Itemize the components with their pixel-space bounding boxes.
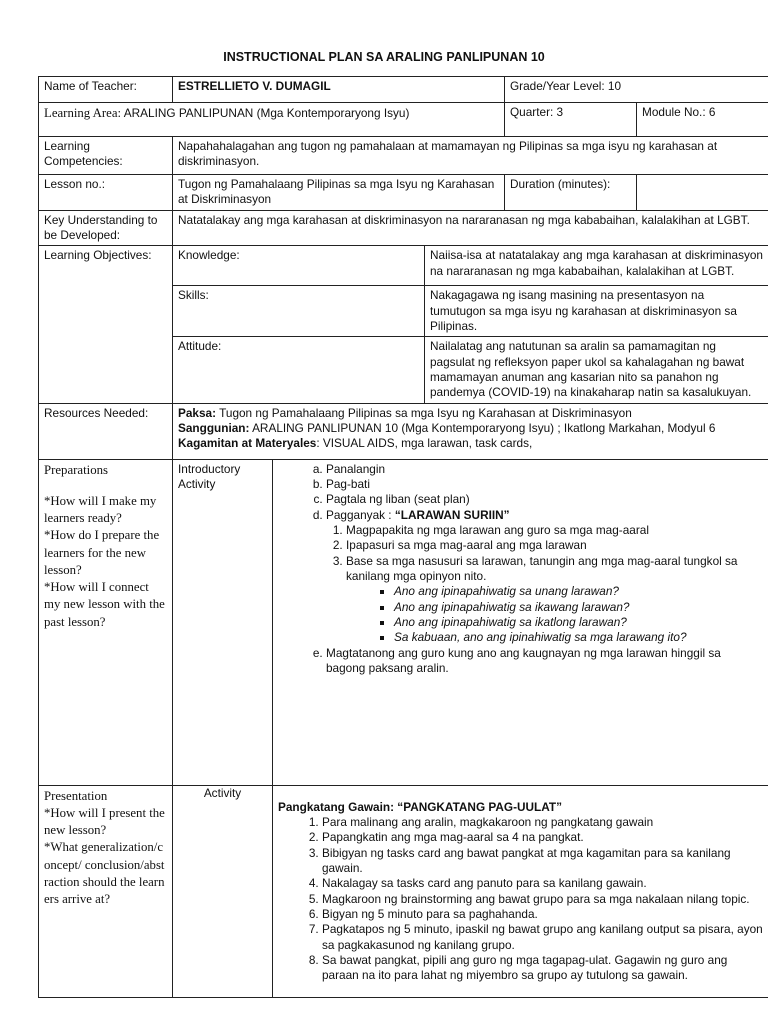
activity-content <box>273 785 768 997</box>
preparations-cell <box>39 459 173 785</box>
presentation-question-generalization: *What generalization/concept/ conclusion/abstraction should the learners arrive at? <box>44 840 165 907</box>
paksa-label: Paksa: <box>178 405 217 420</box>
list-item: 8. Sa bawat pangkat, pipili ang guro ng mga tagapag-ulat. Gagawin ng guro ang paraan na ito para lahat ng miyembro sa grupo ay tutulong sa gawain. <box>322 953 763 984</box>
introductory-activity-content <box>273 459 768 785</box>
lesson-label: Lesson no.: <box>39 175 173 211</box>
key-understanding-value: Natatalakay ang mga karahasan at diskriminasyon na nararanasan ng mga kababaihan, kalalakihan at LGBT. <box>173 210 768 246</box>
module-no: Module No.: 6 <box>637 103 768 137</box>
grade-level: Grade/Year Level: 10 <box>505 77 768 103</box>
attitude-value: Nailalatag ang natutunan sa aralin sa pamamagitan ng pagsulat ng refleksyon paper ukol sa kahalagahan ng bawat mamamayan anuman ang kasarian nito sa panahon ng pandemya (COVID-19) na kinakaharap natin sa kasalukuyan. <box>425 337 768 403</box>
kagamitan-value: : VISUAL AIDS, mga larawan, task cards, <box>316 436 533 451</box>
preparations-question-prepare: *How do I prepare the learners for the new lesson? <box>44 528 160 577</box>
list-item: 2. Ipapasuri sa mga mag-aaral ang mga larawan <box>346 538 763 553</box>
list-item: ▪ Ano ang ipinapahiwatig sa unang larawan? <box>394 584 763 599</box>
objectives-label: Learning Objectives: <box>39 246 173 403</box>
skills-value: Nakagagawa ng isang masining na presentasyon na tumutugon sa mga isyu ng karahasan at diskriminasyon sa Pilipinas. <box>425 286 768 337</box>
paksa-value: Tugon ng Pamahalaang Pilipinas sa mga Isyu ng Karahasan at Diskriminasyon <box>216 405 632 420</box>
instructional-plan-table <box>38 76 768 998</box>
presentation-title: Presentation <box>44 788 108 803</box>
duration-value <box>637 175 768 211</box>
knowledge-label: Knowledge: <box>173 246 425 286</box>
pagganyak-steps <box>326 523 763 646</box>
list-item: 6. Bigyan ng 5 minuto para sa paghahanda. <box>322 907 763 922</box>
preparations-title: Preparations <box>44 462 108 477</box>
list-item: b. Pag-bati <box>326 477 763 492</box>
key-understanding-label: Key Understanding to be Developed: <box>39 210 173 246</box>
page-title: INSTRUCTIONAL PLAN SA ARALING PANLIPUNAN 10 <box>223 50 545 64</box>
list-item: ▪ Ano ang ipinapahiwatig sa ikatlong larawan? <box>394 615 763 630</box>
pagganyak-title: “LARAWAN SURIIN” <box>394 507 510 522</box>
list-item: ▪ Sa kabuaan, ano ang ipinahiwatig sa mga larawang ito? <box>394 630 763 645</box>
skills-label: Skills: <box>173 286 425 337</box>
learning-area-label: Learning Area: <box>44 106 122 120</box>
learning-area-value: ARALING PANLIPUNAN (Mga Kontemporaryong Isyu) <box>123 106 410 120</box>
introductory-list <box>278 462 763 677</box>
resources-label: Resources Needed: <box>39 403 173 459</box>
list-item: 1. Magpapakita ng mga larawan ang guro sa mga mag-aaral <box>346 523 763 538</box>
list-item <box>346 554 763 646</box>
competencies-label: Learning Competencies: <box>39 137 173 175</box>
activity-heading: Pangkatang Gawain: “PANGKATANG PAG-UULAT” <box>278 799 563 814</box>
teacher-label: Name of Teacher: <box>39 77 173 103</box>
duration-label: Duration (minutes): <box>505 175 637 211</box>
guide-questions <box>346 584 763 645</box>
activity-steps <box>278 815 763 984</box>
presentation-cell <box>39 785 173 997</box>
list-item: a. Panalangin <box>326 462 763 477</box>
list-item: 5. Magkaroon ng brainstorming ang bawat grupo para sa mga nakalaan nilang topic. <box>322 892 763 907</box>
kagamitan-line <box>178 436 763 451</box>
sanggunian-value: ARALING PANLIPUNAN 10 (Mga Kontemporaryong Isyu) ; Ikatlong Markahan, Modyul 6 <box>249 420 716 435</box>
learning-area-cell <box>39 103 505 137</box>
competencies-value: Napahahalagahan ang tugon ng pamahalaan at mamamayan ng Pilipinas sa mga isyu ng karahasan at diskriminasyon. <box>173 137 768 175</box>
teacher-value: ESTRELLIETO V. DUMAGIL <box>173 77 505 103</box>
sanggunian-line <box>178 421 763 436</box>
list-item: c. Pagtala ng liban (seat plan) <box>326 492 763 507</box>
paksa-line <box>178 406 763 421</box>
activity-label: Activity <box>173 785 273 997</box>
pagganyak-prefix: Pagganyak : <box>326 507 395 522</box>
list-item: e. Magtatanong ang guro kung ano ang kaugnayan ng mga larawan hinggil sa bagong paksang aralin. <box>326 646 763 677</box>
lesson-value: Tugon ng Pamahalaang Pilipinas sa mga Isyu ng Karahasan at Diskriminasyon <box>173 175 505 211</box>
step-text: Base sa mga nasusuri sa larawan, tanungin ang mga mag-aaral tungkol sa kanilang mga opinyon nito. <box>346 553 738 583</box>
list-item: 2. Papangkatin ang mga mag-aaral sa 4 na pangkat. <box>322 830 763 845</box>
introductory-activity-label: Introductory Activity <box>173 459 273 785</box>
presentation-question-present: *How will I present the new lesson? <box>44 805 165 838</box>
preparations-question-ready: *How will I make my learners ready? <box>44 493 157 526</box>
knowledge-value: Naiisa-isa at natatalakay ang mga karahasan at diskriminasyon na nararanasan ng mga kababaihan, kalalakihan at LGBT. <box>425 246 768 286</box>
preparations-question-connect: *How will I connect my new lesson with the past lesson? <box>44 580 165 629</box>
kagamitan-label: Kagamitan at Materyales <box>178 436 317 451</box>
list-item: ▪ Ano ang ipinapahiwatig sa ikawang larawan? <box>394 600 763 615</box>
list-item <box>326 508 763 646</box>
quarter: Quarter: 3 <box>505 103 637 137</box>
attitude-label: Attitude: <box>173 337 425 403</box>
sanggunian-label: Sanggunian: <box>178 420 250 435</box>
list-item: 3. Bibigyan ng tasks card ang bawat pangkat at mga kagamitan para sa kanilang gawain. <box>322 846 763 877</box>
list-item: 4. Nakalagay sa tasks card ang panuto para sa kanilang gawain. <box>322 876 763 891</box>
list-item: 7. Pagkatapos ng 5 minuto, ipaskil ng bawat grupo ang kanilang output sa pisara, ayon sa pagkakasunod ng kanilang grupo. <box>322 922 763 953</box>
resources-cell <box>173 403 768 459</box>
list-item: 1. Para malinang ang aralin, magkakaroon ng pangkatang gawain <box>322 815 763 830</box>
